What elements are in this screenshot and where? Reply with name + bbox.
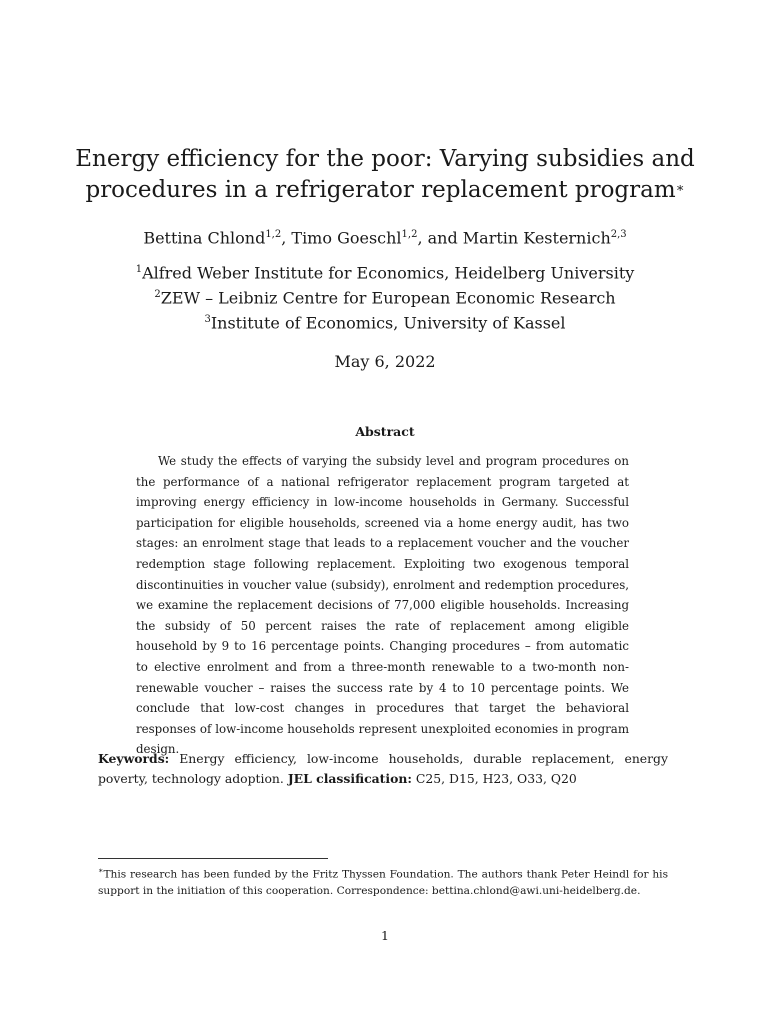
affiliation-item xyxy=(60,259,710,284)
footnote-mark: ∗ xyxy=(98,866,104,875)
author-name: Timo Goeschl xyxy=(291,228,402,248)
author-separator: , xyxy=(281,228,292,248)
affiliation-list xyxy=(60,259,710,333)
jel-label: JEL classification: xyxy=(287,771,412,786)
jel-codes: C25, D15, H23, O33, Q20 xyxy=(415,771,577,786)
footnote-text: This research has been funded by the Fritz Thyssen Foundation. The authors thank Peter Heindl for his support in the initiation of this cooperation. Correspondence: bettina.chlond@awi.uni-heidelberg.de. xyxy=(98,868,668,898)
keywords-text: Energy efficiency, low-income households, durable replacement, energy poverty, technology adoption. xyxy=(98,751,668,786)
author-separator: , and xyxy=(417,228,463,248)
author-list xyxy=(60,224,710,249)
author-affiliation-sup: 1,2 xyxy=(401,229,418,240)
paper-title xyxy=(60,144,710,206)
title-footnote-mark: ∗ xyxy=(675,181,685,196)
title-line-1: Energy efficiency for the poor: Varying subsidies and xyxy=(75,146,695,172)
author-name: Martin Kesternich xyxy=(462,228,611,248)
keywords-label: Keywords: xyxy=(98,751,170,766)
title-line-2: procedures in a refrigerator replacement program xyxy=(85,177,676,203)
author-affiliation-sup: 1,2 xyxy=(265,229,282,240)
keywords-paragraph xyxy=(98,749,668,789)
affiliation-number: 2 xyxy=(154,288,161,300)
affiliation-number: 1 xyxy=(135,264,143,275)
abstract-body: We study the effects of varying the subsidy level and program procedures on the performance of a national refrigerator replacement program targeted at improving energy efficiency in low-income households in Germany. Successful participation for eligible households, screened via a home energy audit, has two stages: an enrolment stage that leads to a replacement voucher and the voucher redemption stage following replacement. Exploiting two exogenous temporal discontinuities in voucher value (subsidy), enrolment and redemption procedures, we examine the replacement decisions of 77,000 eligible households. Increasing the subsidy of 50 percent raises the rate of replacement among eligible household by 9 to 16 percentage points. Changing procedures – from automatic to elective enrolment and from a three-month renewable to a two-month non-renewable voucher – raises the success rate by 4 to 10 percentage points. We conclude that low-cost changes in procedures that target the behavioral responses of low-income households represent unexploited economies in program design. xyxy=(136,454,629,757)
footnote xyxy=(98,863,668,900)
author-affiliation-sup: 2,3 xyxy=(610,229,627,240)
affiliation-text: Institute of Economics, University of Kassel xyxy=(210,312,566,332)
affiliation-text: Alfred Weber Institute for Economics, Heidelberg University xyxy=(142,263,635,283)
affiliation-item xyxy=(60,309,710,334)
page-number: 1 xyxy=(381,928,389,943)
footnote-divider xyxy=(98,858,328,859)
affiliation-number: 3 xyxy=(204,313,211,325)
publication-date: May 6, 2022 xyxy=(334,352,436,371)
author-name: Bettina Chlond xyxy=(143,228,266,248)
affiliation-text: ZEW – Leibniz Centre for European Economic Research xyxy=(160,288,616,308)
affiliation-item xyxy=(60,284,710,309)
abstract-heading: Abstract xyxy=(355,424,415,439)
